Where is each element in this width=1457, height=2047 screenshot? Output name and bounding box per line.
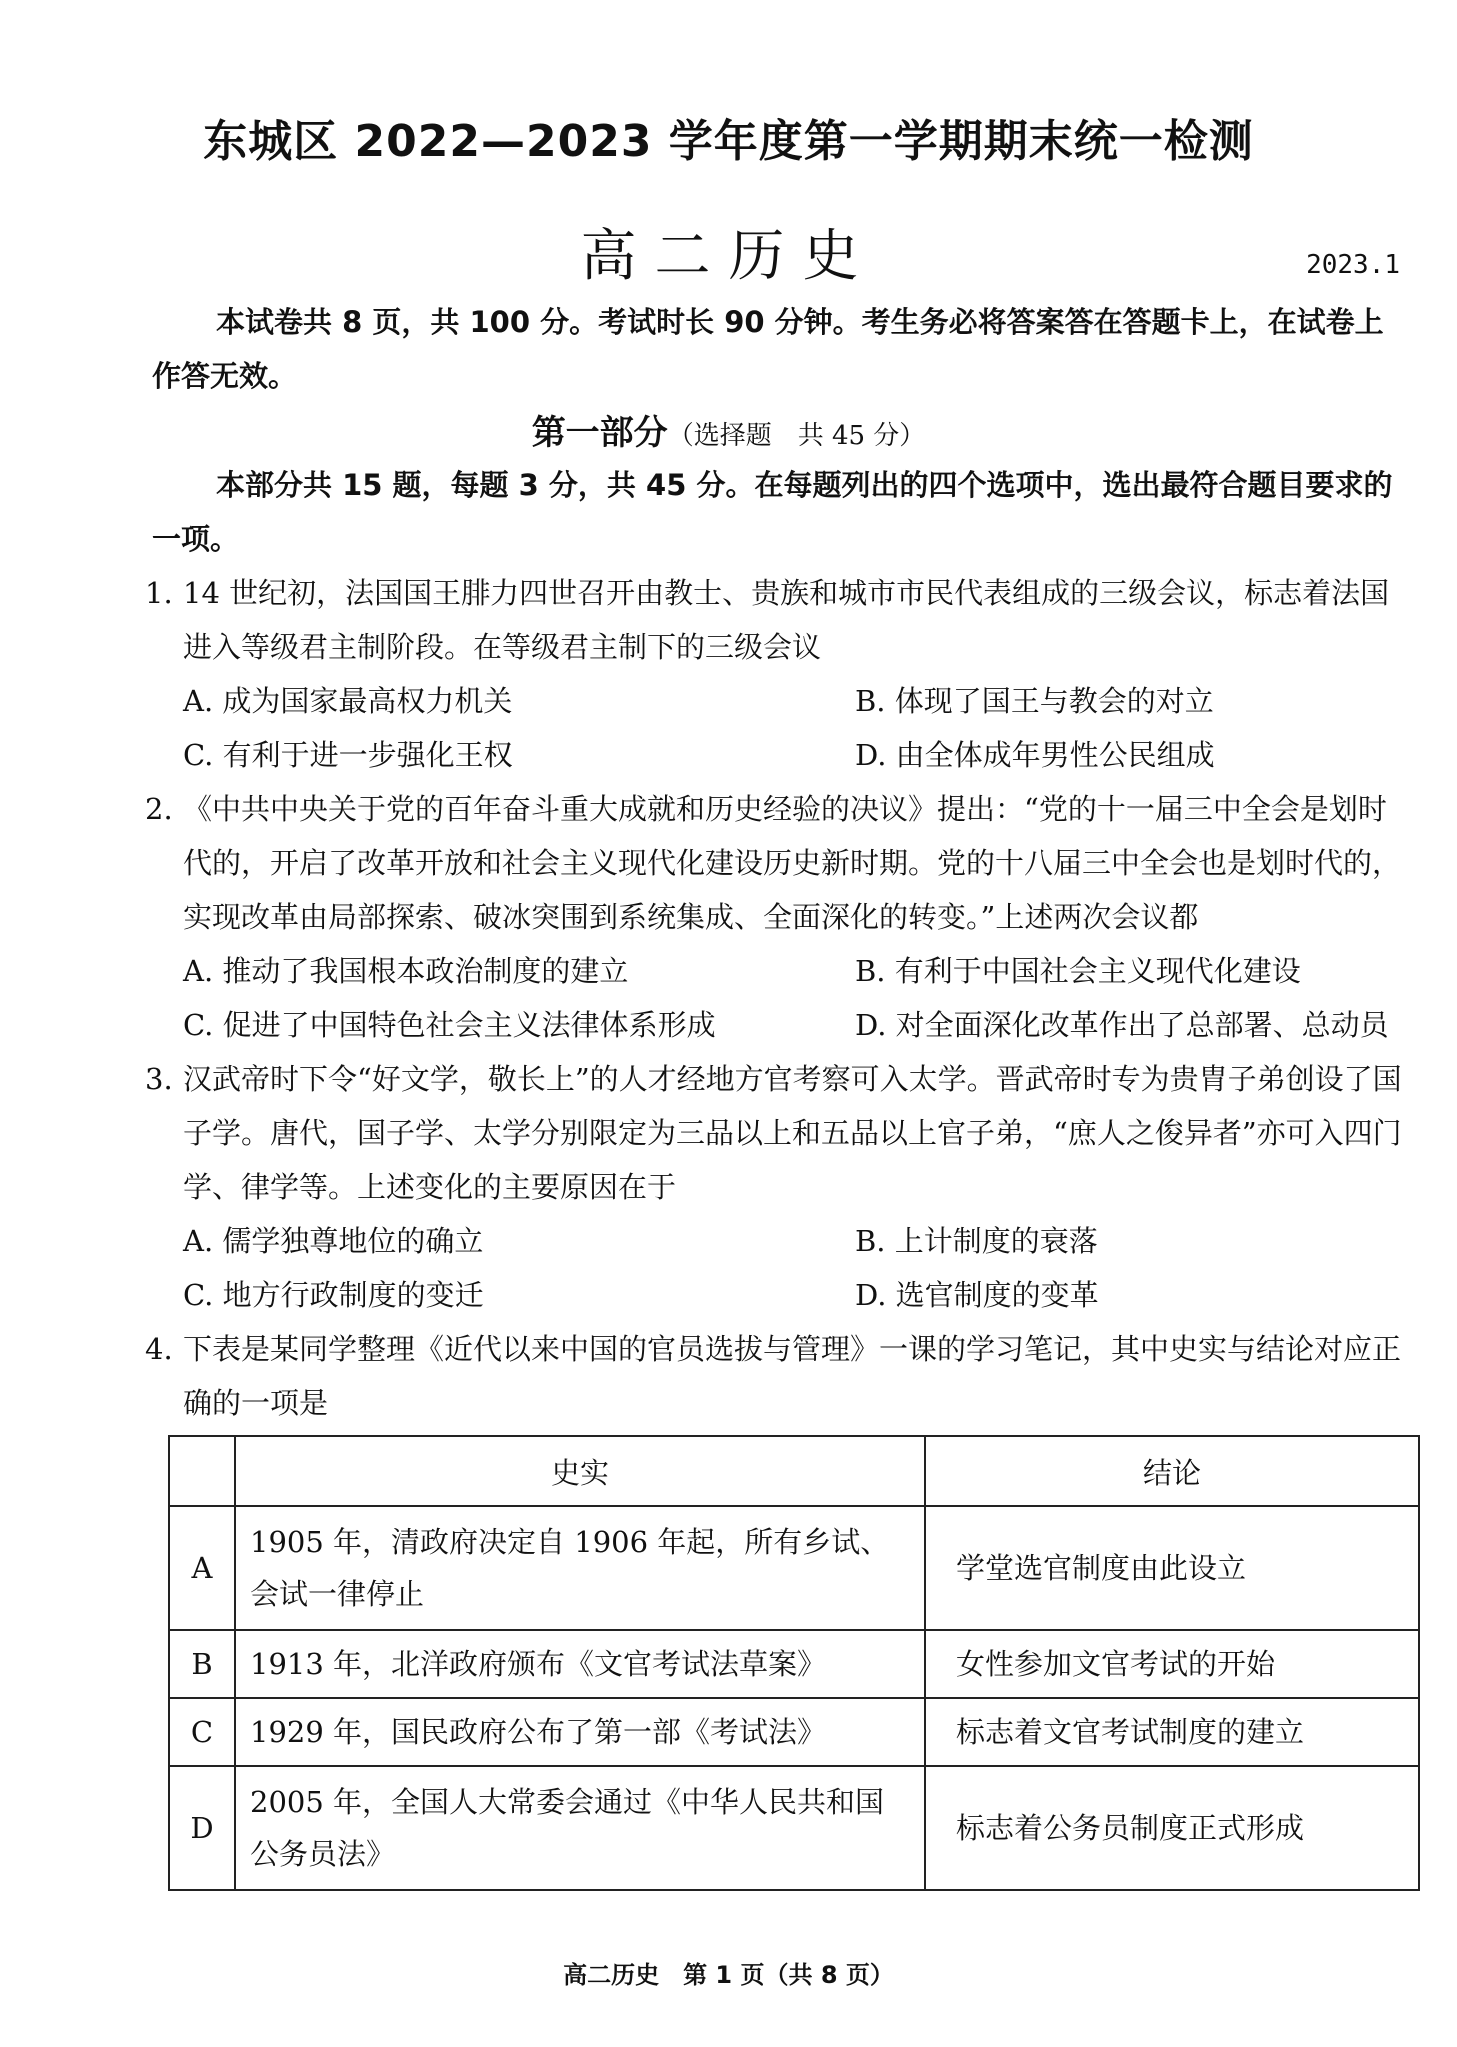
question-stem: 14 世纪初，法国国王腓力四世召开由教士、贵族和城市市民代表组成的三级会议，标志着法国进入等级君主制阶段。在等级君主制下的三级会议 <box>183 576 1390 664</box>
part1-title: 第一部分 <box>531 413 668 453</box>
option-c[interactable]: C. 促进了中国特色社会主义法律体系形成 <box>183 1008 716 1042</box>
table-header-fact: 史实 <box>235 1436 925 1506</box>
question-3-options-row-1 <box>183 1214 1403 1268</box>
table-row[interactable] <box>169 1698 1419 1766</box>
question-3-options-row-2 <box>183 1268 1403 1322</box>
question-4 <box>145 1322 1410 1430</box>
table-row[interactable] <box>169 1766 1419 1890</box>
row-conclusion: 标志着文官考试制度的建立 <box>925 1698 1419 1766</box>
table-row[interactable] <box>169 1630 1419 1698</box>
row-fact: 1913 年，北洋政府颁布《文官考试法草案》 <box>235 1630 925 1698</box>
question-stem: 下表是某同学整理《近代以来中国的官员选拔与管理》一课的学习笔记，其中史实与结论对应正确的一项是 <box>183 1332 1402 1420</box>
option-d[interactable]: D. 选官制度的变革 <box>855 1278 1099 1312</box>
question-3 <box>145 1052 1410 1214</box>
table-header-key <box>169 1436 235 1506</box>
question-stem: 《中共中央关于党的百年奋斗重大成就和历史经验的决议》提出：“党的十一届三中全会是划时代的，开启了改革开放和社会主义现代化建设历史新时期。党的十八届三中全会也是划时代的，实现改革由局部探索、破冰突围到系统集成、全面深化的转变。”上述两次会议都 <box>183 792 1402 934</box>
part1-instructions: 本部分共 15 题，每题 3 分，共 45 分。在每题列出的四个选项中，选出最符合题目要求的一项。 <box>152 468 1393 556</box>
question-1-options-row-2 <box>183 728 1403 782</box>
table-header-conclusion: 结论 <box>925 1436 1419 1506</box>
row-fact: 1929 年，国民政府公布了第一部《考试法》 <box>235 1698 925 1766</box>
table-header-row <box>169 1436 1419 1506</box>
row-key: A <box>169 1506 235 1630</box>
exam-title: 东城区 2022—2023 学年度第一学期期末统一检测 <box>203 116 1254 167</box>
question-stem: 汉武帝时下令“好文学，敬长上”的人才经地方官考察可入太学。晋武帝时专为贵胄子弟创设了国子学。唐代，国子学、太学分别限定为三品以上和五品以上官子弟，“庶人之俊异者”亦可入四门学、律学等。上述变化的主要原因在于 <box>183 1062 1402 1204</box>
question-number: 3. <box>145 1062 173 1096</box>
history-notes-table <box>168 1435 1420 1891</box>
question-number: 4. <box>145 1332 173 1366</box>
question-2-options-row-2 <box>183 998 1403 1052</box>
row-key: B <box>169 1630 235 1698</box>
row-conclusion: 学堂选官制度由此设立 <box>925 1506 1419 1630</box>
question-2 <box>145 782 1410 944</box>
row-key: D <box>169 1766 235 1890</box>
subject-title: 高二历史 <box>580 224 877 289</box>
part1-note: （选择题 共 45 分） <box>667 421 926 451</box>
question-number: 2. <box>145 792 173 826</box>
page-footer: 高二历史 第 1 页（共 8 页） <box>563 1961 894 1989</box>
option-a[interactable]: A. 儒学独尊地位的确立 <box>183 1224 484 1258</box>
row-conclusion: 女性参加文官考试的开始 <box>925 1630 1419 1698</box>
option-b[interactable]: B. 体现了国王与教会的对立 <box>855 684 1214 718</box>
option-a[interactable]: A. 成为国家最高权力机关 <box>183 684 513 718</box>
option-d[interactable]: D. 由全体成年男性公民组成 <box>855 738 1215 772</box>
option-b[interactable]: B. 有利于中国社会主义现代化建设 <box>855 954 1301 988</box>
part1-heading <box>0 405 1457 454</box>
exam-date: 2023.1 <box>1306 250 1400 280</box>
row-fact: 2005 年，全国人大常委会通过《中华人民共和国公务员法》 <box>235 1766 925 1890</box>
question-number: 1. <box>145 576 173 610</box>
row-fact: 1905 年，清政府决定自 1906 年起，所有乡试、会试一律停止 <box>235 1506 925 1630</box>
option-d[interactable]: D. 对全面深化改革作出了总部署、总动员 <box>855 1008 1389 1042</box>
option-c[interactable]: C. 地方行政制度的变迁 <box>183 1278 484 1312</box>
question-2-options-row-1 <box>183 944 1403 998</box>
question-1-options-row-1 <box>183 674 1403 728</box>
option-a[interactable]: A. 推动了我国根本政治制度的建立 <box>183 954 629 988</box>
question-1 <box>145 566 1410 674</box>
option-b[interactable]: B. 上计制度的衰落 <box>855 1224 1098 1258</box>
option-c[interactable]: C. 有利于进一步强化王权 <box>183 738 513 772</box>
row-key: C <box>169 1698 235 1766</box>
row-conclusion: 标志着公务员制度正式形成 <box>925 1766 1419 1890</box>
table-row[interactable] <box>169 1506 1419 1630</box>
exam-instructions: 本试卷共 8 页，共 100 分。考试时长 90 分钟。考生务必将答案答在答题卡上，在试卷上作答无效。 <box>152 305 1384 393</box>
